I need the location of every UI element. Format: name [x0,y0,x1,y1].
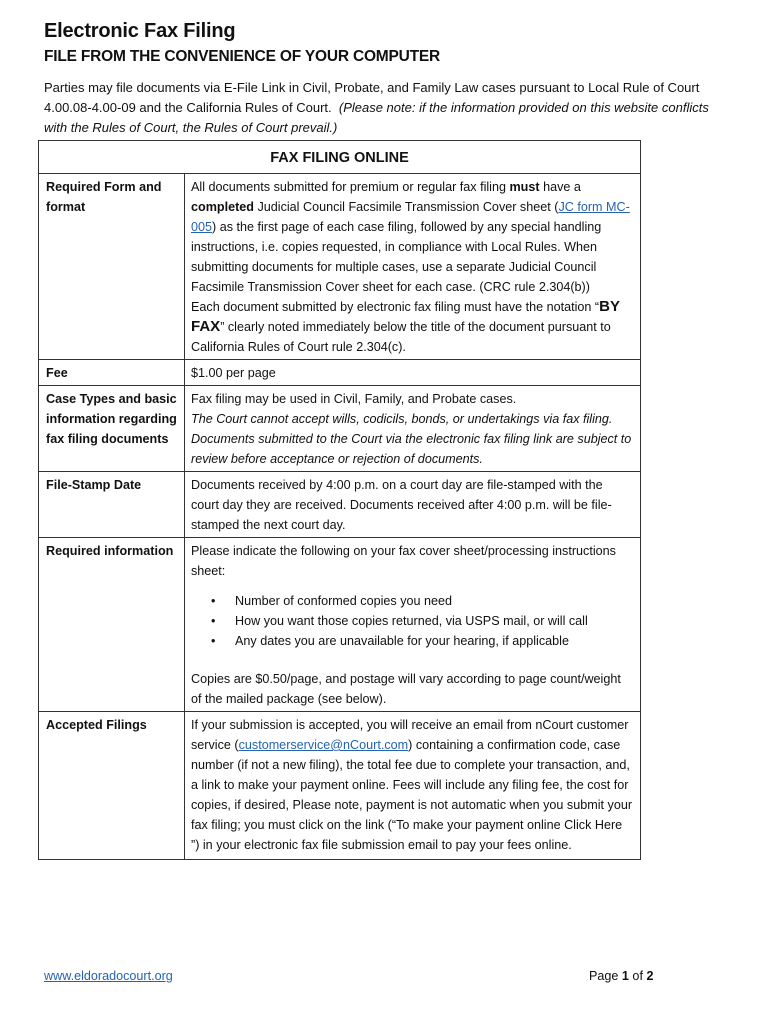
table-row-fee [39,360,641,386]
accepted-text-a: If your submission is accepted, you will receive an email from nCourt customer service ( [191,718,629,752]
accepted-text-c: ”) in your electronic fax file submission email to pay your fees online. [191,838,572,852]
row-label-file-stamp: File-Stamp Date [39,472,185,538]
row-content-file-stamp: Documents received by 4:00 p.m. on a court day are file-stamped with the court day they are received. Documents received after 4:00 p.m. will be file-stamped the next court day. [185,472,641,538]
current-page: 1 [621,969,629,983]
row-label-case-types: Case Types and basic information regarding fax filing documents [39,386,185,472]
required-form-text-a: All documents submitted for premium or regular fax filing [191,180,510,194]
jc-form-link[interactable]: JC form MC-005 [191,200,630,234]
row-content-required-form [185,174,641,360]
required-info-outro: Copies are $0.50/page, and postage will vary according to page count/weight of the mailed package (see below). [191,672,621,706]
page-subtitle: FILE FROM THE CONVENIENCE OF YOUR COMPUTER [44,48,441,65]
list-item: • Any dates you are unavailable for your hearing, if applicable [235,631,634,651]
must-emphasis: must [509,180,540,194]
total-pages: 2 [646,969,654,983]
required-form-text-d: ) as the first page of each case filing, followed by any special handling instructions, i.e. copies requested, in compliance with Local Rules. When submitting documents for multiple cases, use a separate Judicial Council Facsimile Transmission Cover sheet for each case. (CRC rule 2.304(b)) [191,220,602,294]
required-form-text-b: have a [539,180,581,194]
table-row-case-types [39,386,641,472]
customer-service-email-link[interactable]: customerservice@nCourt.com [238,738,409,752]
case-types-italic: The Court cannot accept wills, codicils, bonds, or undertakings via fax filing. Documents submitted to the Court via the electronic fax filing link are subject to review before acceptance or rejection of documents. [191,412,632,466]
table-row-accepted [39,712,641,860]
required-info-list [191,591,634,651]
required-form-text-c: Judicial Council Facsimile Transmission Cover sheet ( [253,200,559,214]
page-word: Page [589,969,622,983]
intro-text: Parties may file documents via E-File Link in Civil, Probate, and Family Law cases pursuant to Local Rule of Court 4.00.08-4.00-09 and the California Rules of Court. [44,80,700,115]
row-label-accepted: Accepted Filings [39,712,185,860]
completed-emphasis: completed [191,200,254,214]
row-content-case-types [185,386,641,472]
intro-note: (Please note: if the information provided on this website conflicts with the Rules of Court, the Rules of Court prevail.) [44,100,709,135]
row-label-required-info: Required information [39,538,185,712]
row-content-accepted [185,712,641,860]
table-row-required-info [39,538,641,712]
page-of: of [628,969,647,983]
row-content-fee: $1.00 per page [185,360,641,386]
by-fax-notation: BY FAX [191,298,620,335]
row-content-required-info [185,538,641,712]
table-row-file-stamp [39,472,641,538]
footer-website-link[interactable]: www.eldoradocourt.org [44,969,173,983]
intro-paragraph [44,78,714,138]
list-item: • How you want those copies returned, via USPS mail, or will call [235,611,634,631]
by-fax-text-a: Each document submitted by electronic fax filing must have the notation “ [191,300,600,314]
list-item: • Number of conformed copies you need [235,591,634,611]
by-fax-text-b: ” clearly noted immediately below the title of the document pursuant to California Rules of Court rule 2.304(c). [191,320,611,354]
page-title: Electronic Fax Filing [44,20,236,42]
table-header-row [39,141,641,174]
footer-page-number [589,969,653,983]
row-label-required-form: Required Form and format [39,174,185,360]
case-types-text: Fax filing may be used in Civil, Family, and Probate cases. [191,392,517,406]
fax-filing-table [38,140,641,860]
table-row-required-form [39,174,641,360]
accepted-text-b: ) containing a confirmation code, case number (if not a new filing), the total fee due to complete your transaction, and, a link to make your payment online. Fees will include any filing fee, the cost for copies, if desired, Please note, payment is not automatic when you submit your fax filing; you must click on the link (“To make your payment online Click Here [191,738,633,832]
required-info-intro: Please indicate the following on your fax cover sheet/processing instructions sheet: [191,544,616,578]
row-label-fee: Fee [39,360,185,386]
table-heading: FAX FILING ONLINE [39,141,641,174]
